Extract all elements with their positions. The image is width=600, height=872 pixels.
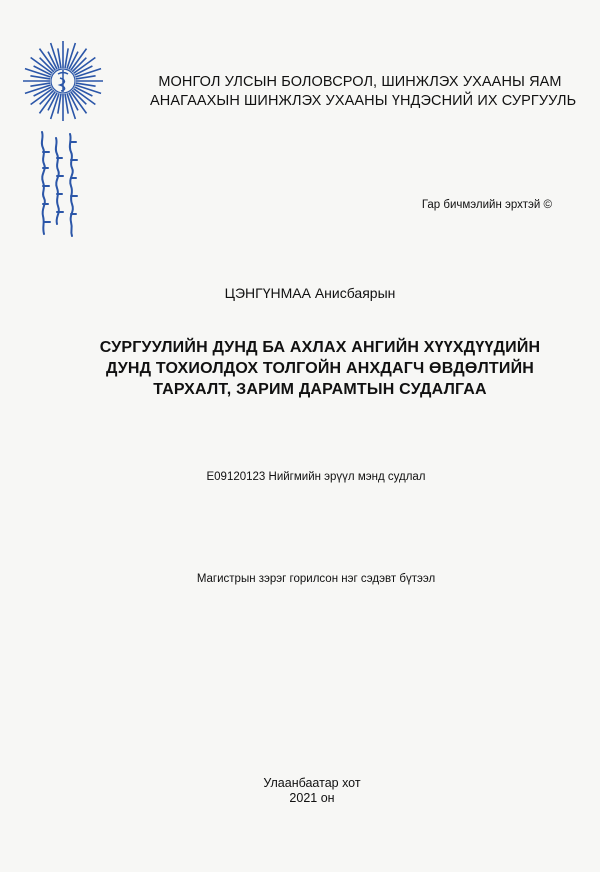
thesis-title-line: ДУНД ТОХИОЛДОХ ТОЛГОЙН АНХДАГЧ ӨВДӨЛТИЙН xyxy=(105,360,535,377)
mongolian-script-mark xyxy=(34,128,80,240)
copyright-notice: Гар бичмэлийн эрхтэй © xyxy=(421,199,552,211)
city: Улаанбаатар хот xyxy=(263,776,361,790)
year: 2021 он xyxy=(289,791,335,805)
thesis-title-line: ТАРХАЛТ, ЗАРИМ ДАРАМТЫН СУДАЛГАА xyxy=(153,381,487,398)
university-sunburst-caduceus-icon xyxy=(22,40,104,122)
university-line: АНАГААХЫН ШИНЖЛЭХ УХААНЫ ҮНДЭСНИЙ ИХ СУРГУУЛЬ xyxy=(150,92,577,109)
thesis-title xyxy=(80,337,560,400)
mongolian-script-university-name xyxy=(34,128,80,240)
ministry-line: МОНГОЛ УЛСЫН БОЛОВСРОЛ, ШИНЖЛЭХ УХААНЫ ЯАМ xyxy=(158,74,562,90)
thesis-title-line: СУРГУУЛИЙН ДУНД БА АХЛАХ АНГИЙН ХҮҮХДҮҮДИЙН xyxy=(99,339,541,356)
place-and-year xyxy=(0,776,600,806)
author-name: ЦЭНГҮНМАА Анисбаярын xyxy=(224,285,396,301)
degree-statement: Магистрын зэрэг горилсон нэг сэдэвт бүтээл xyxy=(196,573,436,585)
specialty-code: E09120123 Нийгмийн эрүүл мэнд судлал xyxy=(206,471,426,483)
ministry-header xyxy=(150,73,577,110)
university-logo xyxy=(22,40,104,122)
